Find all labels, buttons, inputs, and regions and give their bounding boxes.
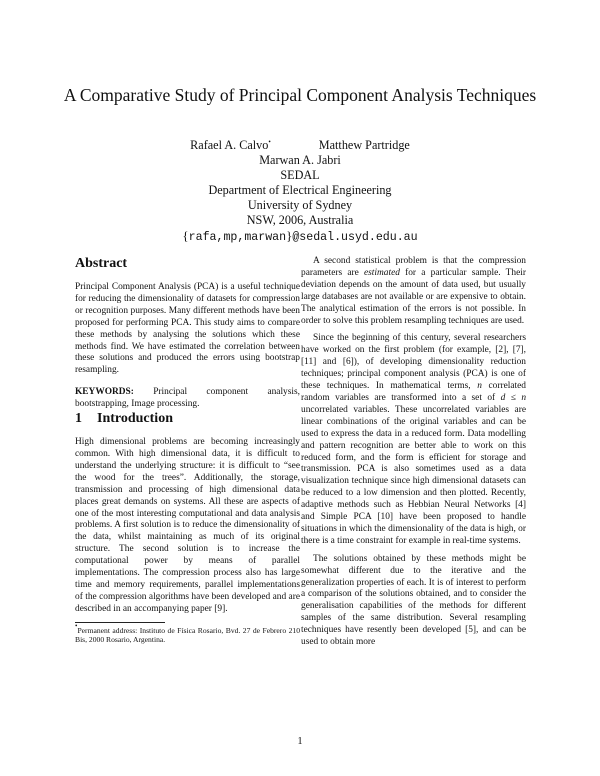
section-number: 1: [75, 411, 82, 427]
affiliation-line-2: Department of Electrical Engineering: [208, 183, 392, 197]
keywords-text: Principal component analysis, bootstrapping, Image processing.: [75, 387, 300, 410]
section-title: Introduction: [97, 411, 173, 427]
right-paragraph-2: [301, 333, 526, 547]
footnote-mark: •: [75, 621, 78, 630]
introduction-heading: [75, 411, 300, 427]
affiliation-line-1: SEDAL: [280, 168, 320, 182]
affiliation-line-4: NSW, 2006, Australia: [246, 213, 354, 227]
abstract-text: Principal Component Analysis (PCA) is a useful technique for reducing the dimensionality of datasets for compression or recognition purposes. Many different methods have been proposed for performing PCA. This study aims to compare these methods by analysing the solutions which these methods find. We have estimated the correlation between these solutions and produced the errors using bootstrap resampling.: [75, 282, 300, 376]
email-brace-close: }: [286, 228, 293, 243]
math-leq: ≤: [505, 392, 522, 403]
paper-title: A Comparative Study of Principal Component Analysis Techniques: [63, 85, 537, 105]
email-domain: @sedal.usyd.edu.au: [292, 231, 418, 244]
author-row: [0, 138, 600, 153]
email-brace-open: {: [182, 228, 189, 243]
p1-part-a: A second statistical problem is that the compression parameters are: [301, 256, 526, 278]
author-3: Marwan A. Jabri: [259, 153, 341, 167]
footnote-text: Permanent address: Instituto de Física Rosario, Bvd. 27 de Febrero 210 Bis, 2000 Rosario, Argentina.: [75, 625, 300, 645]
p1-part-b: for a particular sample. Their deviation depends on the amount of data used, but usually large databases are not available or are expensive to obtain. The analytical estimation of the errors is not possible. In order to solve this problem resampling techniques are used.: [301, 267, 526, 326]
right-column: [301, 256, 526, 649]
left-column: [75, 256, 300, 644]
math-n-2: n: [521, 392, 526, 403]
email-line: [0, 228, 600, 245]
author-block: [0, 138, 600, 245]
keywords: [75, 387, 300, 411]
email-users: rafa,mp,marwan: [188, 231, 287, 244]
footnote: [75, 621, 300, 645]
p1-emphasis: estimated: [363, 267, 400, 278]
footnote-mark-author: •: [268, 138, 271, 146]
p2-part-b: correlated random variables are transformed into a set of: [301, 381, 526, 403]
author-1-name: Rafael A. Calvo: [190, 138, 269, 152]
p2-part-c: uncorrelated variables. These uncorrelated variables are linear combinations of the original variables and can be used to express the data in a reduced form. Data modelling and pattern recognition are better able to work on this reduced form, and the form is efficient for storage and transmission. PCA is also sometimes used as a data visualization technique since high dimensional datasets can be reduced to a low dimension and then plotted. Recently, adaptive methods such as Hebbian Neural Networks [4] and Simple PCA [10] have been proposed to handle situations in which the dimensionality of the data is high, or there is a time constraint for example in real-time systems.: [301, 404, 526, 546]
footnote-rule: [75, 622, 165, 623]
page-number: 1: [297, 736, 303, 747]
abstract-heading: Abstract: [75, 256, 128, 271]
p2-part-a: Since the beginning of this century, several researchers have worked on the first problem (for example, [2], [7], [11] and [6]), of developing dimensionality reduction techniques; principal component analysis (PCA) is one of these techniques. In mathematical terms,: [301, 333, 526, 392]
author-2: Matthew Partridge: [318, 138, 410, 152]
math-n: n: [477, 381, 482, 392]
keywords-label: KEYWORDS:: [75, 387, 134, 398]
math-d: d: [500, 392, 506, 403]
author-1: [190, 138, 271, 153]
right-paragraph-3: The solutions obtained by these methods might be somewhat different due to the iterative and the generalization properties of each. It is of interest to perform a comparison of the solutions obtained, and to consider the generalisation capabilities of the methods for different samples of the same distribution. Several resampling techniques have resently been developed [5], and can be used to obtain more: [301, 553, 526, 648]
affiliation-line-3: University of Sydney: [247, 198, 353, 212]
introduction-paragraph-1: High dimensional problems are becoming increasingly common. With high dimensional data, it is difficult to understand the underlying structure: it is difficult to “see the wood for the trees”. Additionally, the storage, transmission and processing of high dimensional data places great demands on systems. All these are aspects of one of the most interesting computational and data analysis problems. A first solution is to reduce the dimensionality of the data, whilst maintaining as much of its original structure. The second solution is to increase the computational power by means of parallel implementations. The compression process also has large time and memory requirements, parallel implementations of the compression algorithms have been developed and are described in an accompanying paper [9].: [75, 437, 300, 614]
right-paragraph-1: [301, 256, 526, 327]
